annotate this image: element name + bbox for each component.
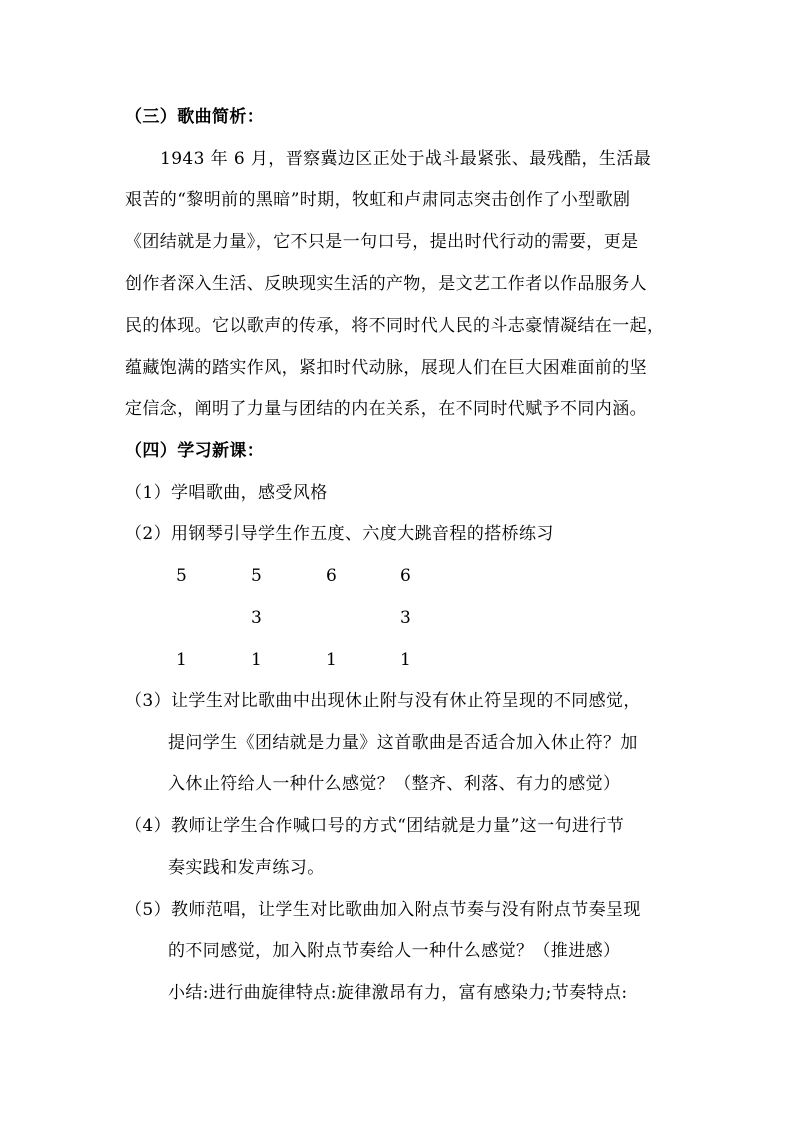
interval-note: 5 — [176, 566, 187, 586]
summary-line: 小结:进行曲旋律特点:旋律激昂有力，富有感染力;节奏特点: — [168, 983, 628, 1003]
list-item-3: （3）让学生对比歌曲中出现休止附与没有休止符呈现的不同感觉， — [125, 691, 641, 711]
interval-note: 1 — [326, 650, 337, 670]
interval-note: 1 — [176, 650, 187, 670]
interval-note: 1 — [251, 650, 262, 670]
interval-note: 3 — [400, 608, 411, 628]
interval-note: 1 — [400, 650, 411, 670]
paragraph-line: 蕴藏饱满的踏实作风，紧扣时代动脉，展现人们在巨大困难面前的坚 — [125, 358, 647, 378]
interval-note: 3 — [251, 608, 262, 628]
paragraph-line: 定信念，阐明了力量与团结的内在关系，在不同时代赋予不同内涵。 — [125, 399, 647, 419]
section-3-title: （三）歌曲简析： — [125, 107, 265, 127]
list-item-5-cont: 的不同感觉，加入附点节奏给人一种什么感觉？（推进感） — [168, 941, 621, 961]
paragraph-line: 创作者深入生活、反映现实生活的产物，是文艺工作者以作品服务人 — [125, 274, 647, 294]
paragraph-line: 艰苦的“黎明前的黑暗”时期，牧虹和卢肃同志突击创作了小型歌剧 — [125, 190, 631, 210]
interval-note: 5 — [251, 566, 262, 586]
list-item-1: （1）学唱歌曲，感受风格 — [125, 483, 328, 503]
paragraph-line: 1943 年 6 月，晋察冀边区正处于战斗最紧张、最残酷，生活最 — [160, 149, 652, 169]
list-item-4-cont: 奏实践和发声练习。 — [168, 858, 325, 878]
section-4-title: （四）学习新课： — [125, 441, 265, 461]
list-item-2: （2）用钢琴引导学生作五度、六度大跳音程的搭桥练习 — [125, 524, 554, 544]
list-item-5: （5）教师范唱，让学生对比歌曲加入附点节奏与没有附点节奏呈现 — [125, 900, 641, 920]
paragraph-line: 民的体现。它以歌声的传承，将不同时代人民的斗志豪情凝结在一起， — [125, 316, 665, 336]
list-item-4: （4）教师让学生合作喊口号的方式“团结就是力量”这一句进行节 — [125, 816, 625, 836]
paragraph-line: 《团结就是力量》，它不只是一句口号，提出时代行动的需要，更是 — [125, 232, 639, 252]
list-item-3-cont: 提问学生《团结就是力量》这首歌曲是否适合加入休止符？加 — [168, 733, 638, 753]
interval-note: 6 — [326, 566, 337, 586]
list-item-3-cont: 入休止符给人一种什么感觉？（整齐、利落、有力的感觉） — [168, 774, 621, 794]
interval-note: 6 — [400, 566, 411, 586]
